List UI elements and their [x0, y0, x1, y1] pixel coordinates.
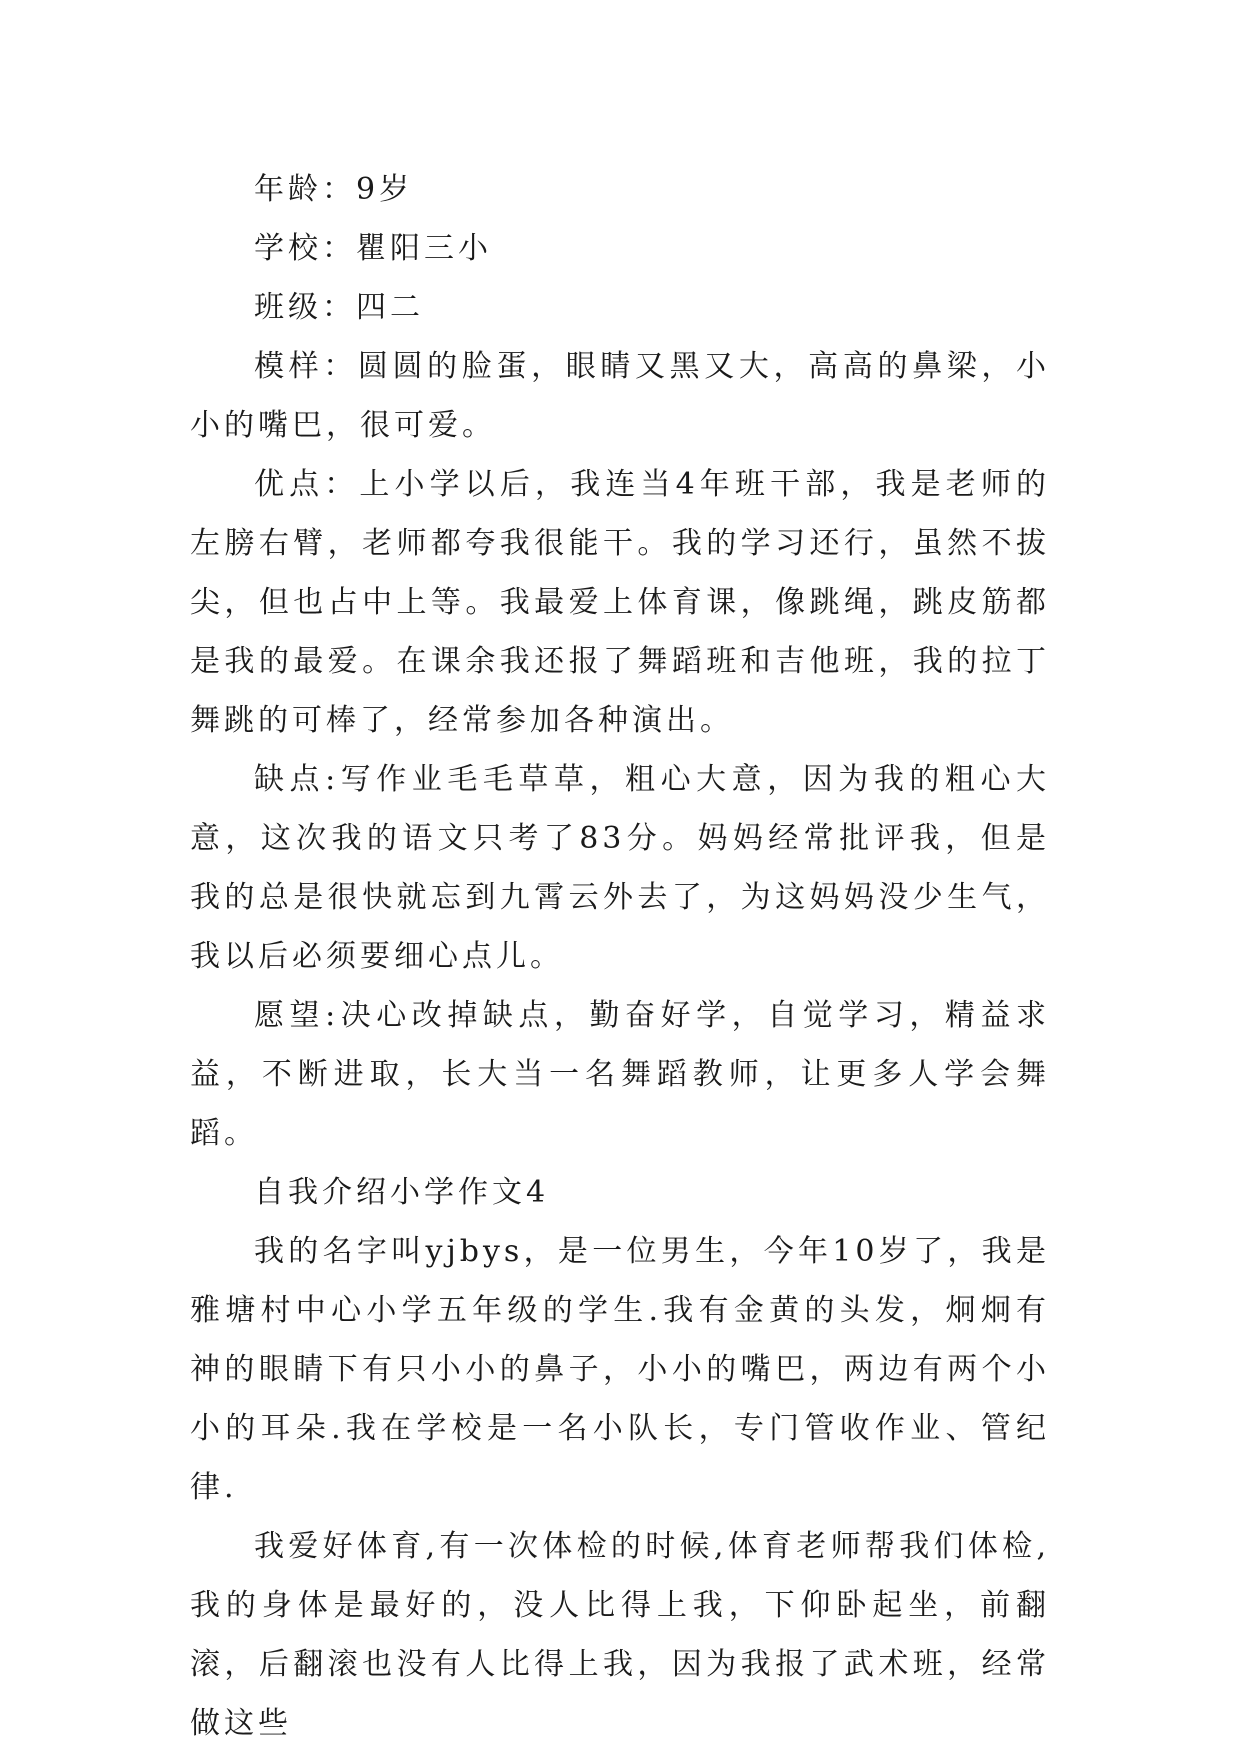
paragraph-class: 班级：四二: [254, 290, 424, 325]
paragraph-intro: 我的名字叫yjbys，是一位男生，今年10岁了，我是雅塘村中心小学五年级的学生.我有金黄的头发，炯炯有神的眼睛下有只小小的鼻子，小小的嘴巴，两边有两个小小的耳朵.我在学校是一名小队长，专门管收作业、管纪律.: [190, 1234, 1050, 1505]
paragraph-school: 学校：瞿阳三小: [254, 231, 492, 266]
paragraph-strengths: 优点：上小学以后，我连当4年班干部，我是老师的左膀右臂，老师都夸我很能干。我的学习还行，虽然不拔尖，但也占中上等。我最爱上体育课，像跳绳，跳皮筋都是我的最爱。在课余我还报了舞蹈班和吉他班，我的拉丁舞跳的可棒了，经常参加各种演出。: [190, 467, 1050, 738]
paragraph-age: 年龄：9岁: [254, 172, 414, 207]
paragraph-appearance: 模样：圆圆的脸蛋，眼睛又黑又大，高高的鼻梁，小小的嘴巴，很可爱。: [190, 349, 1050, 443]
paragraph-weaknesses: 缺点:写作业毛毛草草，粗心大意，因为我的粗心大意，这次我的语文只考了83分。妈妈经常批评我，但是我的总是很快就忘到九霄云外去了，为这妈妈没少生气，我以后必须要细心点儿。: [190, 762, 1050, 974]
paragraph-sports: 我爱好体育,有一次体检的时候,体育老师帮我们体检,我的身体是最好的，没人比得上我，下仰卧起坐，前翻滚，后翻滚也没有人比得上我，因为我报了武术班，经常做这些: [190, 1529, 1050, 1741]
section-heading: 自我介绍小学作文4: [254, 1175, 550, 1210]
document-body: [190, 160, 1050, 1753]
paragraph-wish: 愿望:决心改掉缺点，勤奋好学，自觉学习，精益求益，不断进取，长大当一名舞蹈教师，让更多人学会舞蹈。: [190, 998, 1050, 1151]
